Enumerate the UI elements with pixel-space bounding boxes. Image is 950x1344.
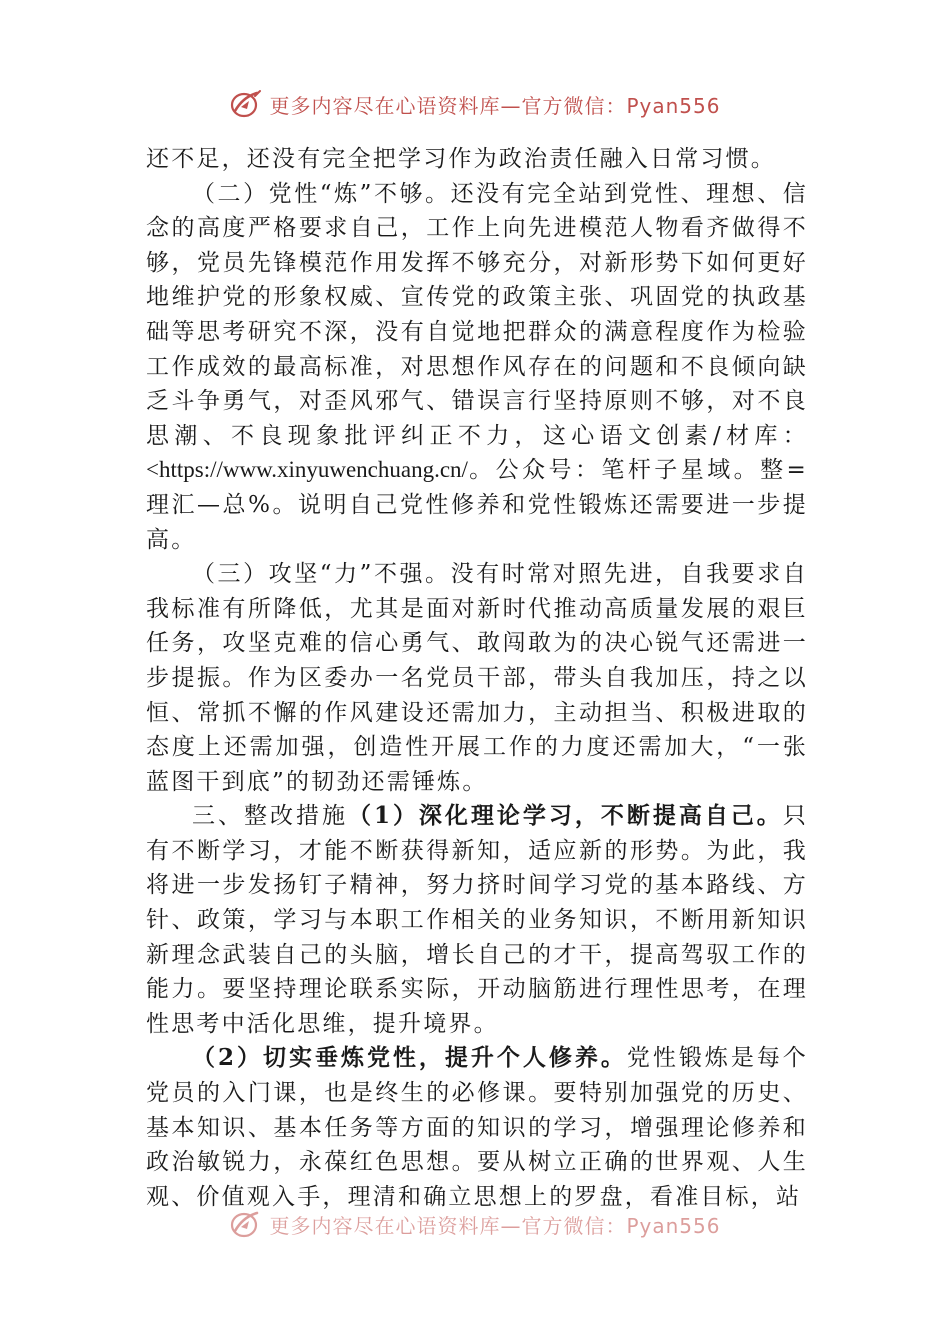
paragraph-text: 。公众号：笔杆子星域。整=理汇—总%。说明自己党性修养和党性锻炼还需要进一步提高。 [146,457,808,553]
paragraph-party-spirit [146,177,808,558]
paragraph-text: （二）党性“炼”不够。还没有完全站到党性、理想、信念的高度严格要求自己，工作上向先进模范人物看齐做得不够，党员先锋模范作用发挥不够充分，对新形势下如何更好地维护党的形象权威、宣传党的政策主张、巩固党的执政基础等思考研究不深，没有自觉地把群众的满意程度作为检验工作成效的最高标准，对思想作风存在的问题和不良倾向缺乏斗争勇气，对歪风邪气、错误言行坚持原则不够，对不良思潮、不良现象批评纠正不力，这心语文创素/材库： [146,180,808,449]
paragraph-text: 还不足，还没有完全把学习作为政治责任融入日常习惯。 [146,146,776,172]
paragraph-tackling [146,557,808,799]
pen-swirl-logo-icon [229,1207,263,1241]
bold-subheading: （2）切实垂炼党性，提升个人修养。 [192,1044,627,1072]
section-heading: 三、整改措施 [192,803,348,830]
paragraph-continuation [146,142,808,177]
paragraph-text: （三）攻坚“力”不强。没有时常对照先进，自我要求自我标准有所降低，尤其是面对新时代推动高质量发展的艰巨任务，攻坚克难的信心勇气、敢闯敢为的决心锐气还需进一步提振。作为区委办一名党员干部，带头自我加压，持之以恒、常抓不懈的作风建设还需加力，主动担当、积极进取的态度上还需加强，创造性开展工作的力度还需加大，“一张蓝图干到底”的韧劲还需锤炼。 [146,561,808,795]
footer-watermark [0,1206,950,1242]
document-body [146,142,808,1214]
inline-url: <https://www.xinyuwenchuang.cn/ [146,457,468,483]
watermark-text: 更多内容尽在心语资料库—官方微信：Pyan556 [269,93,721,118]
bold-subheading: （1）深化理论学习，不断提高自己。 [347,802,783,830]
paragraph-text: 只有不断学习，才能不断获得新知，适应新的形势。为此，我将进一步发扬钉子精神，努力挤时间学习党的基本路线、方针、政策，学习与本职工作相关的业务知识，不断用新知识新理念武装自己的头脑，增长自己的才干，提高驾驭工作的能力。要坚持理论联系实际，开动脑筋进行理性思考，在理性思考中活化思维，提升境界。 [146,803,809,1037]
header-watermark [0,84,950,124]
paragraph-rectification-1 [146,799,808,1041]
watermark-text: 更多内容尽在心语资料库—官方微信：Pyan556 [269,1213,721,1238]
paragraph-rectification-2 [146,1041,808,1214]
pen-swirl-logo-icon [229,87,263,121]
paragraph-text: 党性锻炼是每个党员的入门课，也是终生的必修课。要特别加强党的历史、基本知识、基本任务等方面的知识的学习，增强理论修养和政治敏锐力，永葆红色思想。要从树立正确的世界观、人生观、价值观入手，理清和确立思想上的罗盘，看准目标，站 [146,1045,809,1210]
